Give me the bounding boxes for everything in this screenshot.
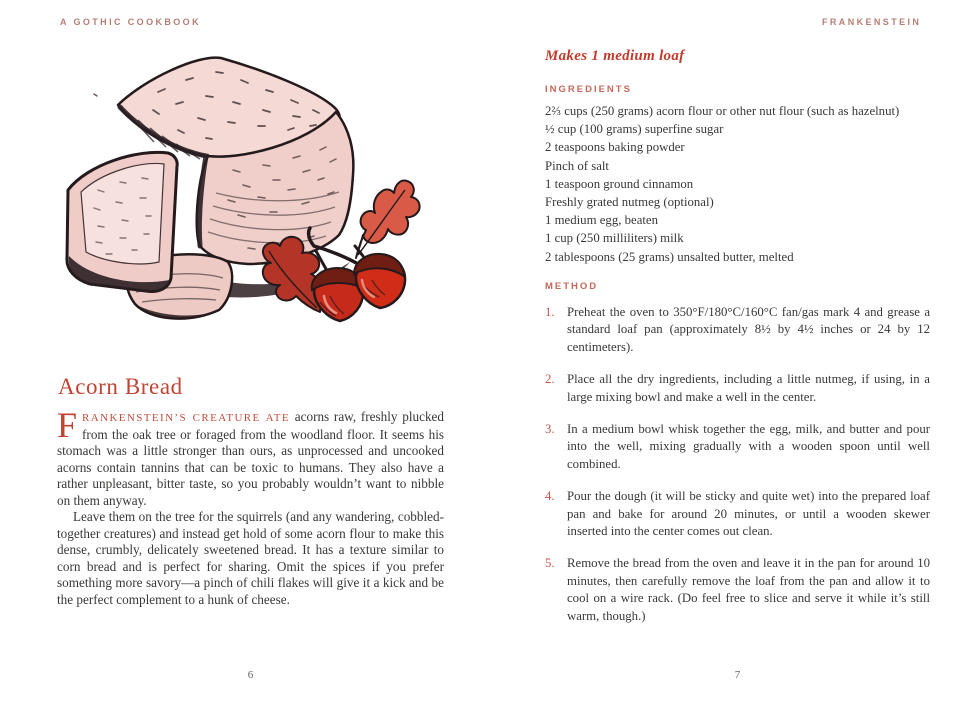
step-number: 4.: [545, 489, 555, 504]
method-step: [545, 371, 930, 406]
left-page: [57, 0, 444, 719]
step-text: Place all the dry ingredients, including a little nutmeg, if using, in a large mixing bowl and make a well in the center.: [567, 372, 930, 404]
ingredients-heading: INGREDIENTS: [545, 84, 632, 95]
yield-line: Makes 1 medium loaf: [545, 48, 685, 64]
step-text: Preheat the oven to 350°F/180°C/160°C fan/gas mark 4 and grease a standard loaf pan (approximately 8½ by 4½ inches or 24 by 12 centimeters).: [567, 305, 930, 354]
ingredient-line: 2⅔ cups (250 grams) acorn flour or other nut flour (such as hazelnut): [545, 104, 900, 118]
ingredient-line: Pinch of salt: [545, 158, 609, 173]
recipe-introduction: [57, 405, 444, 608]
acorn-bread-illustration: [58, 50, 446, 352]
running-head-right: FRANKENSTEIN: [822, 17, 922, 27]
ingredient-line: 1 medium egg, beaten: [545, 213, 659, 228]
step-number: 3.: [545, 422, 555, 437]
page-number-left: 6: [247, 669, 254, 681]
ingredient-line: 2 tablespoons (25 grams) unsalted butter, melted: [545, 249, 794, 264]
page-number-right: 7: [734, 669, 741, 681]
step-number: 2.: [545, 372, 555, 387]
ingredient-line: ½ cup (100 grams) superfine sugar: [545, 122, 724, 137]
method-step: [545, 488, 930, 540]
ingredient-line: 1 teaspoon ground cinnamon: [545, 176, 694, 191]
method-step: [545, 555, 930, 625]
recipe-title: Acorn Bread: [58, 374, 183, 399]
method-heading: METHOD: [545, 281, 599, 292]
step-text: Pour the dough (it will be sticky and quite wet) into the prepared loaf pan and bake for around 20 minutes, or until a wooden skewer inserted into the center comes out clean.: [567, 489, 930, 539]
right-page: [545, 0, 930, 719]
step-text: In a medium bowl whisk together the egg, milk, and butter and pour into the well, mixing gradually with a wooden spoon until well combined.: [567, 422, 930, 471]
intro-paragraph-1-text: acorns raw, freshly plucked from the oak tree or foraged from the woodland floor. It seems his stomach was a little stronger than ours, as unprocessed and uncooked acorns contain tannins that can be toxic to humans. They also have a rather unpleasant, bitter taste, so you probably wouldn’t want to nibble on them anyway.: [57, 409, 444, 508]
intro-paragraph-2: Leave them on the tree for the squirrels (and any wandering, cobbled-together creatures) and instead get hold of some acorn flour to make this dense, crumbly, delicately sweetened bread. It has a texture similar to corn bread and is perfect for sharing. Omit the spices if you prefer something more savory—a pinch of chili flakes will give it a kick and be the perfect complement to a hunk of cheese.: [57, 509, 444, 607]
method-step: [545, 421, 930, 473]
drop-cap: F: [57, 405, 78, 445]
method-list: [545, 304, 930, 640]
ingredient-line: 2 teaspoons baking powder: [545, 140, 685, 155]
lead-in-smallcaps: RANKENSTEIN’S CREATURE ATE: [82, 412, 291, 424]
ingredients-list: [545, 102, 930, 266]
method-step: [545, 304, 930, 356]
step-number: 5.: [545, 556, 555, 571]
intro-paragraph-1: [57, 405, 444, 509]
step-number: 1.: [545, 305, 555, 319]
running-head-left: A GOTHIC COOKBOOK: [60, 17, 201, 27]
ingredient-line: 1 cup (250 milliliters) milk: [545, 231, 684, 246]
step-text: Remove the bread from the oven and leave it in the pan for around 10 minutes, then carefully remove the loaf from the pan and allow it to cool on a wire rack. (Do feel free to slice and serve it while it’s still warm, though.): [567, 556, 930, 623]
ingredient-line: Freshly grated nutmeg (optional): [545, 195, 714, 210]
